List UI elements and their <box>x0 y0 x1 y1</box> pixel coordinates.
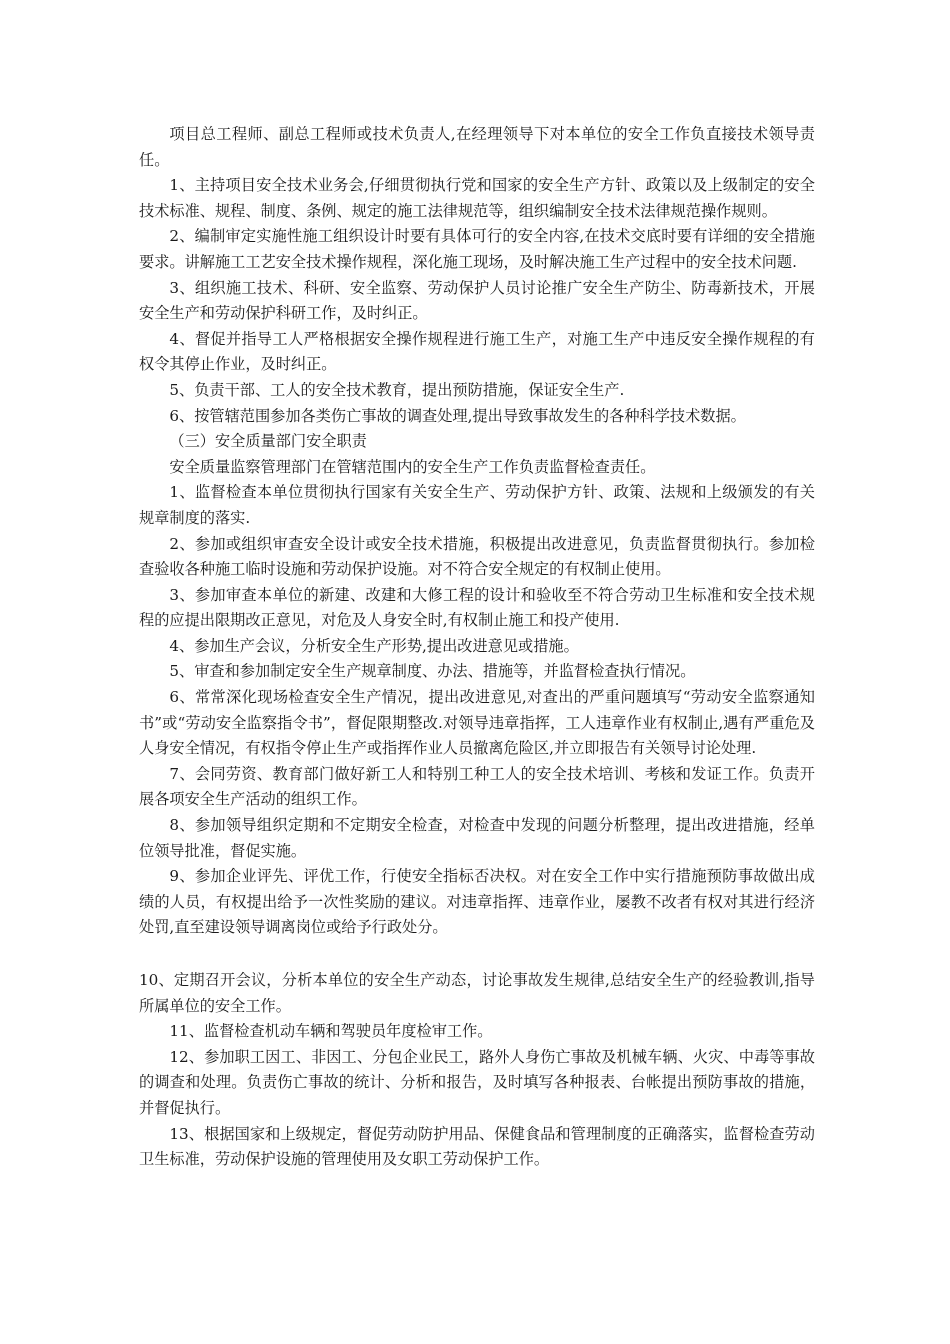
paragraph-item-6: 6、按管辖范围参加各类伤亡事故的调查处理,提出导致事故发生的各种科学技术数据。 <box>169 406 746 425</box>
paragraph-duty-5: 5、审查和参加制定安全生产规章制度、办法、措施等，并监督检查执行情况。 <box>169 662 696 681</box>
paragraph-item-1: 1、主持项目安全技术业务会,仔细贯彻执行党和国家的安全生产方针、政策以及上级制定的安全技术标准、规程、制度、条例、规定的施工法律规范等，组织编制安全技术法律规范操作规则。 <box>139 176 815 220</box>
paragraph-duty-10: 10、定期召开会议，分析本单位的安全生产动态，讨论事故发生规律,总结安全生产的经验教训,指导所属单位的安全工作。 <box>139 971 815 1015</box>
paragraph-intro: 项目总工程师、副总工程师或技术负责人,在经理领导下对本单位的安全工作负直接技术领导责任。 <box>139 125 815 169</box>
paragraph-duty-7: 7、会同劳资、教育部门做好新工人和特别工种工人的安全技术培训、考核和发证工作。负责开展各项安全生产活动的组织工作。 <box>139 764 815 809</box>
paragraph-duty-6: 6、常常深化现场检查安全生产情况，提出改进意见,对查出的严重问题填写“劳动安全监察通知书”或“劳动安全监察指令书”，督促限期整改.对领导违章指挥，工人违章作业有权制止,遇有严重危及人身安全情况，有权指令停止生产或指挥作业人员撤离危险区,并立即报告有关领导讨论处理. <box>139 688 815 758</box>
paragraph-duty-13: 13、根据国家和上级规定，督促劳动防护用品、保健食品和管理制度的正确落实，监督检查劳动卫生标准，劳动保护设施的管理使用及女职工劳动保护工作。 <box>139 1124 815 1169</box>
document-body <box>139 122 815 1173</box>
paragraph-item-2: 2、编制审定实施性施工组织设计时要有具体可行的安全内容,在技术交底时要有详细的安全措施要求。讲解施工工艺安全技术操作规程，深化施工现场，及时解决施工生产过程中的安全技术问题. <box>139 227 815 271</box>
paragraph-duty-12: 12、参加职工因工、非因工、分包企业民工，路外人身伤亡事故及机械车辆、火灾、中毒等事故的调查和处理。负责伤亡事故的统计、分析和报告，及时填写各种报表、台帐提出预防事故的措施，并督促执行。 <box>139 1047 815 1117</box>
paragraph-section-intro: 安全质量监察管理部门在管辖范围内的安全生产工作负责监督检查责任。 <box>169 457 656 476</box>
paragraph-duty-2: 2、参加或组织审查安全设计或安全技术措施，积极提出改进意见，负责监督贯彻执行。参加检查验收各种施工临时设施和劳动保护设施。对不符合安全规定的有权制止使用。 <box>139 534 815 579</box>
paragraph-item-4: 4、督促并指导工人严格根据安全操作规程进行施工生产，对施工生产中违反安全操作规程的有权令其停止作业，及时纠正。 <box>139 329 815 374</box>
paragraph-item-5: 5、负责干部、工人的安全技术教育，提出预防措施，保证安全生产. <box>169 380 625 399</box>
paragraph-item-3: 3、组织施工技术、科研、安全监察、劳动保护人员讨论推广安全生产防尘、防毒新技术，开展安全生产和劳动保护科研工作，及时纠正。 <box>139 278 815 323</box>
paragraph-duty-9: 9、参加企业评先、评优工作，行使安全指标否决权。对在安全工作中实行措施预防事故做出成绩的人员，有权提出给予一次性奖励的建议。对违章指挥、违章作业，屡教不改者有权对其进行经济处罚,直至建设领导调离岗位或给予行政处分。 <box>139 867 815 937</box>
paragraph-duty-11: 11、监督检查机动车辆和驾驶员年度检审工作。 <box>169 1022 493 1041</box>
paragraph-duty-4: 4、参加生产会议，分析安全生产形势,提出改进意见或措施。 <box>169 636 579 655</box>
paragraph-duty-3: 3、参加审查本单位的新建、改建和大修工程的设计和验收至不符合劳动卫生标准和安全技术规程的应提出限期改正意见，对危及人身安全时,有权制止施工和投产使用. <box>139 585 815 630</box>
section-heading: （三）安全质量部门安全职责 <box>169 432 367 451</box>
paragraph-duty-8: 8、参加领导组织定期和不定期安全检查，对检查中发现的问题分析整理，提出改进措施，经单位领导批准，督促实施。 <box>139 816 815 860</box>
paragraph-duty-1: 1、监督检查本单位贯彻执行国家有关安全生产、劳动保护方针、政策、法规和上级颁发的有关规章制度的落实. <box>139 483 815 527</box>
